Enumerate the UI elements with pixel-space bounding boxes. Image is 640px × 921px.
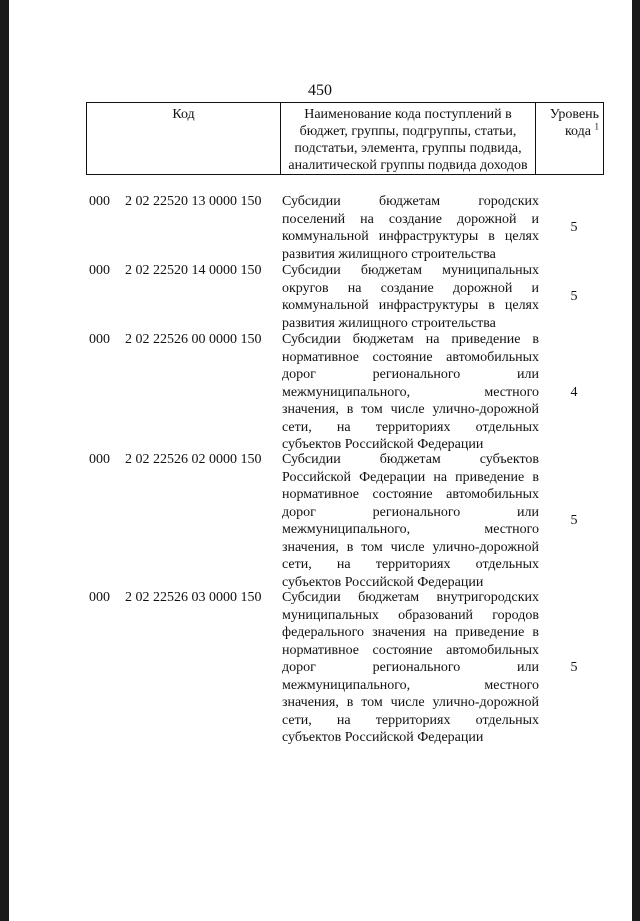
header-name — [281, 103, 536, 174]
row-description-line: межмуниципального, местного — [282, 384, 539, 400]
row-description — [282, 331, 539, 454]
row-description — [282, 262, 539, 332]
row-description-line: дорог регионального или — [282, 660, 539, 675]
row-description-line: Субсидии бюджетам субъектов — [282, 452, 539, 467]
row-description-line: субъектов Российской Федерации — [282, 574, 484, 590]
row-level: 5 — [570, 220, 578, 236]
row-description-line: развития жилищного строительства — [282, 315, 496, 331]
row-prefix: 000 — [89, 590, 110, 605]
row-level: 5 — [570, 289, 578, 305]
row-description-line: дорог регионального или — [282, 367, 539, 382]
row-prefix: 000 — [89, 332, 110, 347]
row-description-line: коммунальной инфраструктуры в целях — [282, 298, 539, 313]
row-description-line: Субсидии бюджетам на приведение в — [282, 332, 539, 347]
header-level-line1: Уровень — [549, 107, 599, 122]
row-description-line: округов на создание дорожной и — [282, 280, 539, 296]
row-code: 2 02 22526 00 0000 150 — [125, 332, 262, 347]
header-name-line: бюджет, группы, подгруппы, статьи, — [299, 124, 517, 139]
row-description-line: Российской Федерации на приведение в — [282, 469, 539, 485]
row-description-line: сети, на территориях отдельных — [282, 557, 539, 572]
footnote-marker: 1 — [594, 121, 599, 132]
table-header — [86, 102, 604, 175]
row-description-line: межмуниципального, местного — [282, 677, 539, 693]
row-level: 5 — [570, 513, 578, 529]
row-description-line: значения, в том числе улично-дорожной — [282, 695, 539, 710]
header-name-line: Наименование кода поступлений в — [304, 107, 512, 122]
row-description — [282, 589, 539, 747]
row-prefix: 000 — [89, 452, 110, 467]
row-description-line: муниципальных образований городов — [282, 607, 539, 623]
row-level: 5 — [570, 660, 578, 675]
row-level: 4 — [570, 384, 578, 400]
row-description-line: межмуниципального, местного — [282, 522, 539, 537]
header-code: Код — [87, 103, 281, 174]
header-level-line2 — [536, 123, 599, 140]
row-code: 2 02 22520 14 0000 150 — [125, 263, 262, 278]
row-description-line: субъектов Российской Федерации — [282, 437, 484, 452]
row-description-line: нормативное состояние автомобильных — [282, 642, 539, 658]
row-description-line: сети, на территориях отдельных — [282, 712, 539, 728]
row-description-line: значения, в том числе улично-дорожной — [282, 539, 539, 555]
row-description-line: Субсидии бюджетам внутригородских — [282, 590, 539, 605]
row-description-line: нормативное состояние автомобильных — [282, 349, 539, 365]
page-number: 450 — [308, 82, 332, 99]
row-code: 2 02 22526 03 0000 150 — [125, 590, 262, 605]
row-description-line: поселений на создание дорожной и — [282, 211, 539, 227]
row-prefix: 000 — [89, 263, 110, 278]
row-description-line: коммунальной инфраструктуры в целях — [282, 229, 539, 244]
row-code: 2 02 22520 13 0000 150 — [125, 194, 262, 209]
header-level — [536, 103, 603, 174]
row-description-line: Субсидии бюджетам муниципальных — [282, 263, 539, 278]
row-description-line: субъектов Российской Федерации — [282, 730, 484, 745]
header-level-text: кода — [564, 124, 591, 139]
row-description-line: федерального значения на приведение в — [282, 625, 539, 640]
header-name-line: аналитической группы подвида доходов — [288, 158, 528, 173]
row-description-line: развития жилищного строительства — [282, 246, 496, 262]
row-code: 2 02 22526 02 0000 150 — [125, 452, 262, 467]
row-description-line: нормативное состояние автомобильных — [282, 487, 539, 502]
row-description-line: Субсидии бюджетам городских — [282, 194, 539, 209]
row-description-line: сети, на территориях отдельных — [282, 419, 539, 435]
scan-edge-right — [632, 0, 640, 921]
scan-edge-left — [0, 0, 9, 921]
row-description-line: значения, в том числе улично-дорожной — [282, 402, 539, 417]
row-description-line: дорог регионального или — [282, 504, 539, 520]
row-description — [282, 193, 539, 263]
row-description — [282, 451, 539, 591]
header-name-line: подстатьи, элемента, группы подвида, — [294, 141, 522, 156]
row-prefix: 000 — [89, 194, 110, 209]
